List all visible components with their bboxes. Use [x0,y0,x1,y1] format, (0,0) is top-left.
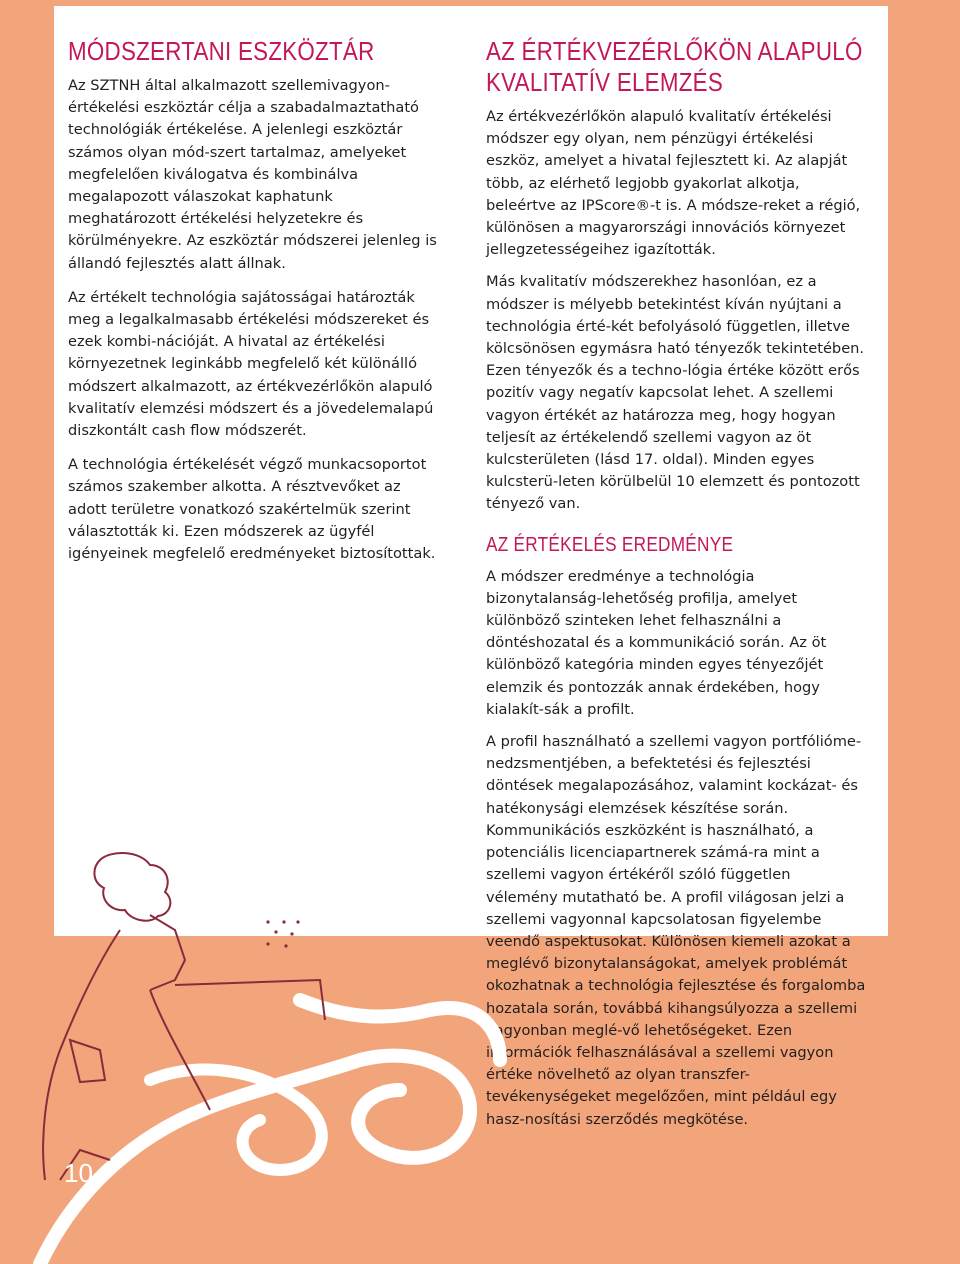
left-column [68,36,440,577]
paragraph: A technológia értékelését végző munkacsoportot számos szakember alkotta. A résztvevőket az adott területre vonatkozó szakértelmük szerint választották ki. Ezen módszerek az ügyfél igényeinek megfelelő eredményeket biztosítottak. [68,456,436,563]
paragraph: A profil használható a szellemi vagyon portfólióme-nedzsmentjében, a befektetési és fejlesztési döntések megalapozásához, valamint kockázat- és hatékonysági elemzések készítése során. Kommunikációs eszközként is használható, a potenciális licenciapartnerek számá-ra mint a szellemi vagyon értékéről szóló független vélemény mutatható be. A profil világosan jelzi a szellemi vagyonnal kapcsolatosan figyelembe veendő aspektusokat. Különösen kiemeli azokat a meglévő bizonytalanságokat, amelyek problémát okozhatnak a technológia fejlesztése és forgalomba hozatala során, továbbá kihangsúlyozza a szellemi vagyonban meglé-vő lehetőségeket. Ezen információk felhasználásával a szellemi vagyon értéke növelhető az olyan transzfer-tevékenységeket megelőzően, mint például egy hasz-nosítási szerződés megkötése. [486,733,866,1128]
scientist-illustration [0,820,520,1264]
section-title-qualitative-line1: AZ ÉRTÉKVEZÉRLŐKÖN ALAPULÓ [486,36,863,66]
content-card [54,6,888,1128]
paragraph: A módszer eredménye a technológia bizonytalanság-lehetőség profilja, amelyet különböző szinteken lehet felhasználni a döntéshozatal és a kommunikáció során. Az öt különböző kategória minden egyes tényezőjét elemzik és pontozzák annak érdekében, hogy kialakít-sák a profilt. [486,567,827,718]
paragraph: Az értékelt technológia sajátosságai határozták meg a legalkalmasabb értékelési módszereket és ezek kombi-nációját. A hivatal az értékelési környezetnek leginkább megfelelő két különálló módszert alkalmazott, az értékvezérlőkön alapuló kvalitatív elemzési módszert és a jövedelemalapú diszkontált cash flow módszerét. [68,288,434,440]
section-title-methodology: MÓDSZERTANI ESZKÖZTÁR [68,36,375,66]
paragraph: Az értékvezérlőkön alapuló kvalitatív értékelési módszer egy olyan, nem pénzügyi értékelési eszköz, amelyet a hivatal fejlesztett ki. Az alapját több, az elérhető legjobb gyakorlat alkotja, beleértve az IPScore®-t is. A módsze-reket a régió, különösen a magyarországi innovációs környezet jellegzetességeihez igazították. [486,108,861,259]
section-title-results: AZ ÉRTÉKELÉS EREDMÉNYE [486,533,734,556]
right-column [486,36,866,1141]
page-number: 10 [64,1158,93,1188]
section-title-qualitative-line2: KVALITATÍV ELEMZÉS [486,67,724,97]
paragraph: Az SZTNH által alkalmazott szellemivagyon-értékelési eszköztár célja a szabadalmaztatható technológiák értékelése. A jelenlegi eszköztár számos olyan mód-szert tartalmaz, amelyeket megfelelően kiválogatva és kombinálva megalapozott válaszokat kaphatunk meghatározott értékelési helyzetekre és körülményekre. Az eszköztár módszerei jelenleg is állandó fejlesztés alatt állnak. [68,77,437,272]
paragraph: Más kvalitatív módszerekhez hasonlóan, ez a módszer is mélyebb betekintést kíván nyújtani a technológia érté-két befolyásoló független, illetve kölcsönösen egymásra ható tényezők tekintetében. Ezen tényezők és a techno-lógia értéke között erős pozitív vagy negatív kapcsolat lehet. A szellemi vagyon értékét az határozza meg, hogy hogyan teljesít az értékelendő szellemi vagyon az öt kulcsterületen (lásd 17. oldal). Minden egyes kulcsterü-leten körülbelül 10 elemzett és pontozott tényező van. [486,273,865,513]
